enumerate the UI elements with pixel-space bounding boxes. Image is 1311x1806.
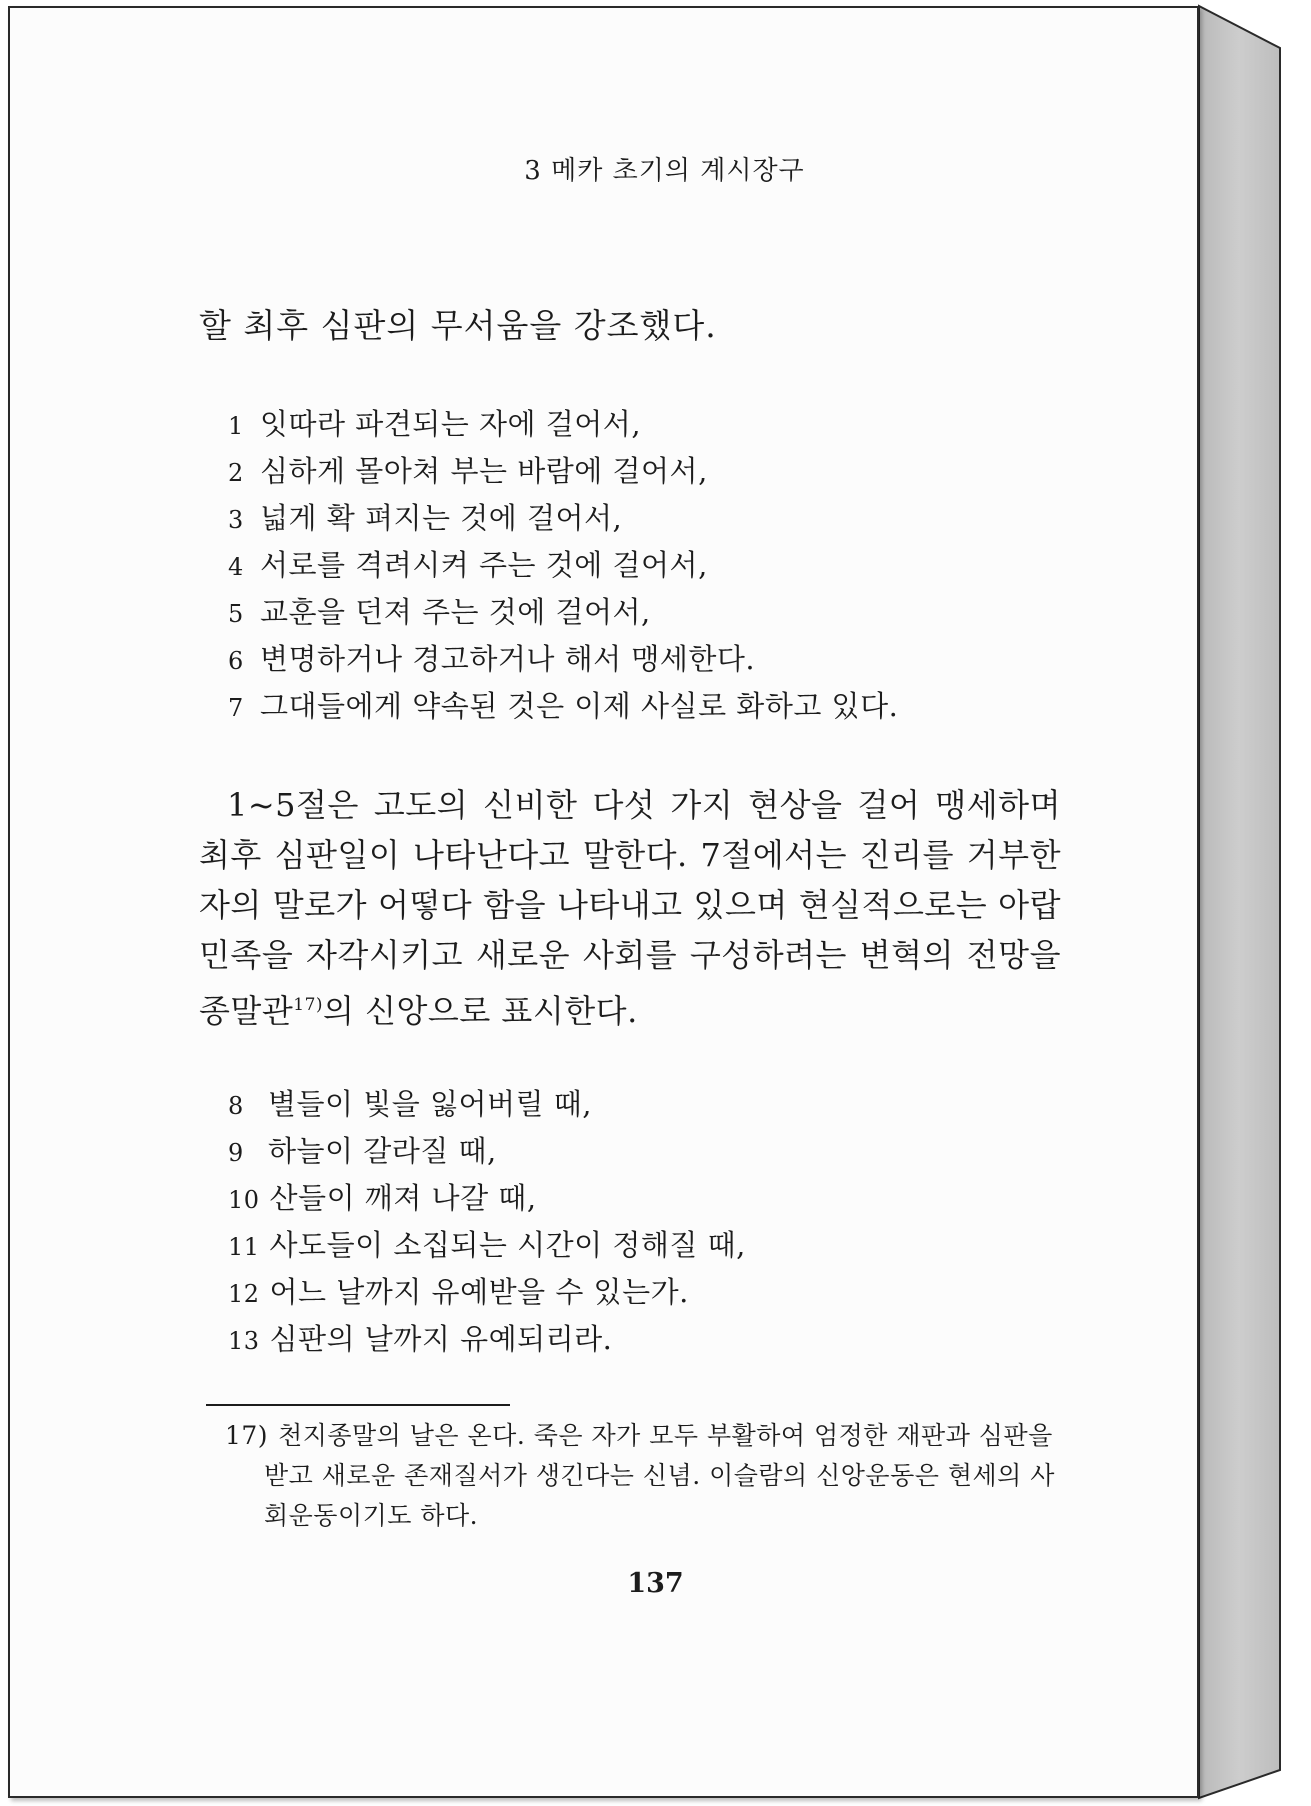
- verse-number: 2: [228, 459, 244, 487]
- verse-line: [228, 590, 898, 637]
- verse-number: 8: [228, 1092, 244, 1120]
- verse-text: 교훈을 던져 주는 것에 걸어서,: [260, 595, 651, 629]
- verse-number: 12: [228, 1280, 260, 1308]
- footnote-line-1: 천지종말의 날은 온다. 죽은 자가 모두 부활하여 엄정한 재판과 심판을: [278, 1421, 1053, 1450]
- verse-line: [228, 1129, 746, 1176]
- intro-line: 할 최후 심판의 무서움을 강조했다.: [199, 306, 717, 345]
- verse-line: [228, 684, 898, 731]
- verse-line: [228, 543, 898, 590]
- page-number: 137: [627, 1568, 684, 1599]
- verse-text: 사도들이 소집되는 시간이 정해질 때,: [269, 1228, 746, 1262]
- verse-number: 10: [228, 1186, 260, 1214]
- footnote-continuation: 받고 새로운 존재질서가 생긴다는 신념. 이슬람의 신앙운동은 현세의 사회운동이기도 하다.: [264, 1461, 1055, 1530]
- paragraph-text-end: 의 신앙으로 표시한다.: [323, 992, 638, 1030]
- footnote-reference: 17): [293, 995, 324, 1015]
- verse-text: 심판의 날까지 유예되리라.: [269, 1322, 613, 1356]
- verse-text: 잇따라 파견되는 자에 걸어서,: [260, 407, 642, 441]
- verse-text: 산들이 깨져 나갈 때,: [269, 1181, 537, 1215]
- verse-number: 4: [228, 553, 244, 581]
- verse-line: [228, 1223, 746, 1270]
- verse-number: 3: [228, 506, 244, 534]
- running-head: 3 메카 초기의 계시장구: [524, 156, 805, 186]
- verse-line: [228, 1082, 746, 1129]
- verse-list-1: [228, 402, 898, 731]
- verse-text: 어느 날까지 유예받을 수 있는가.: [269, 1275, 689, 1309]
- verse-line: [228, 1270, 746, 1317]
- verse-number: 13: [228, 1327, 260, 1355]
- verse-number: 1: [228, 412, 244, 440]
- verse-number: 9: [228, 1139, 244, 1167]
- verse-number: 7: [228, 694, 244, 722]
- footnote: [225, 1416, 1055, 1536]
- verse-text: 별들이 빛을 잃어버릴 때,: [268, 1087, 593, 1121]
- verse-line: [228, 637, 898, 684]
- verse-list-2: [228, 1082, 746, 1364]
- verse-line: [228, 496, 898, 543]
- verse-text: 넓게 확 펴지는 것에 걸어서,: [260, 501, 623, 535]
- verse-number: 11: [228, 1233, 260, 1261]
- footnote-divider: [206, 1404, 510, 1406]
- verse-line: [228, 1317, 746, 1364]
- verse-line: [228, 402, 898, 449]
- paragraph-text: 1~5절은 고도의 신비한 다섯 가지 현상을 걸어 맹세하며 최후 심판일이 나타난다고 말한다. 7절에서는 진리를 거부한 자의 말로가 어떻다 함을 나타내고 있으며 현실적으로는 아랍 민족을 자각시키고 새로운 사회를 구성하려는 변혁의 전망을 종말관: [199, 786, 1061, 1030]
- commentary-paragraph: [199, 780, 1061, 1036]
- verse-number: 5: [228, 600, 244, 628]
- verse-number: 6: [228, 647, 244, 675]
- footnote-mark: 17): [225, 1421, 269, 1450]
- verse-text: 서로를 격려시켜 주는 것에 걸어서,: [260, 548, 708, 582]
- verse-text: 심하게 몰아쳐 부는 바람에 걸어서,: [260, 454, 708, 488]
- verse-text: 그대들에게 약속된 것은 이제 사실로 화하고 있다.: [260, 689, 899, 723]
- verse-text: 하늘이 갈라질 때,: [268, 1134, 497, 1168]
- verse-line: [228, 1176, 746, 1223]
- verse-text: 변명하거나 경고하거나 해서 맹세한다.: [260, 642, 756, 676]
- verse-line: [228, 449, 898, 496]
